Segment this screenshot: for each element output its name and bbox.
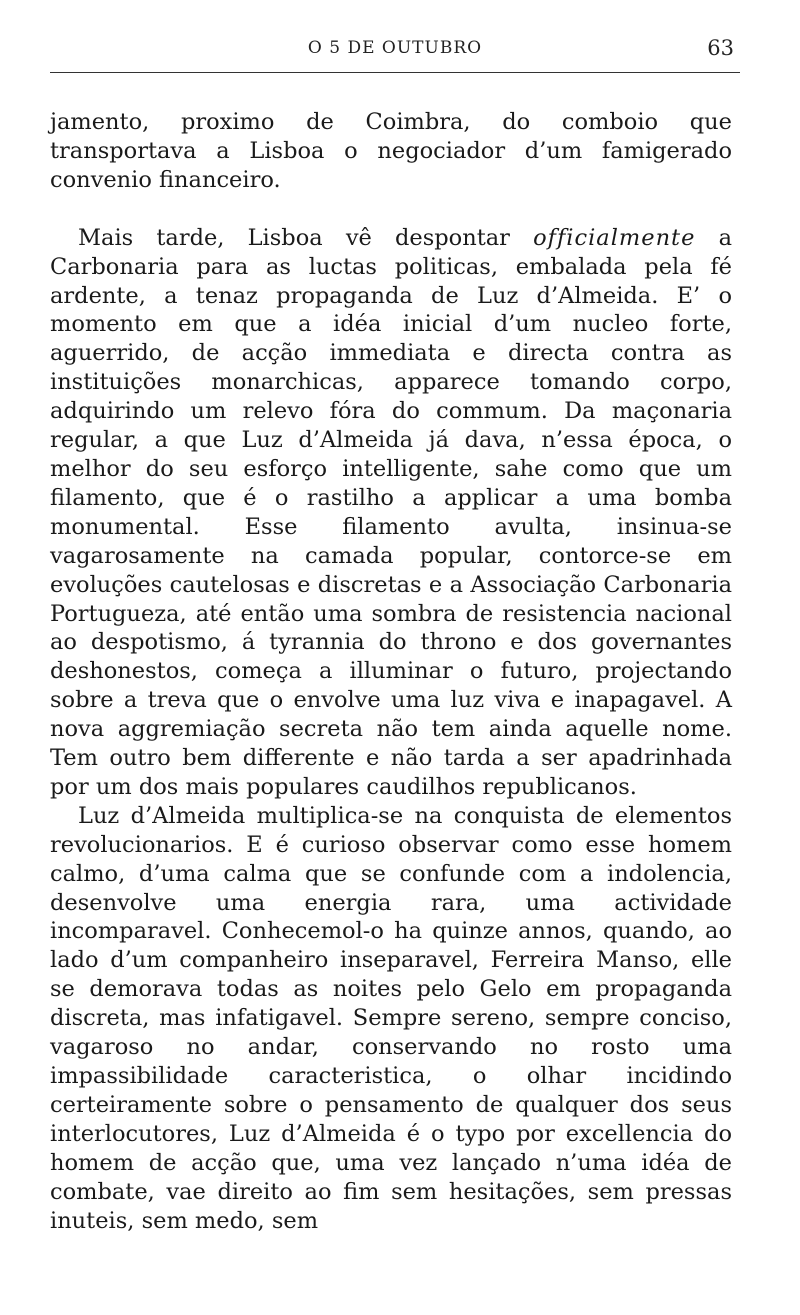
page-header — [50, 38, 740, 68]
paragraph-2-start: Mais tarde, Lisboa vê despontar — [78, 224, 534, 251]
paragraph-1: jamento, proximo de Coimbra, do comboio que transportava a Lisboa o negociador d’um famigerado convenio financeiro. — [50, 109, 732, 193]
paragraph-3: Luz d’Almeida multiplica-se na conquista de elementos revolucionarios. E é curioso observar como esse homem calmo, d’uma calma que se confunde com a indolencia, desenvolve uma energia rara, uma actividade incomparavel. Conhecemol-o ha quinze annos, quando, ao lado d’um companheiro inseparavel, Ferreira Manso, elle se demorava todas as noites pelo Gelo em propaganda discreta, mas infatigavel. Sempre sereno, sempre conciso, vagaroso no andar, conservando no rosto uma impassibilidade caracteristica, o olhar incidindo certeiramente sobre o pensamento de qualquer dos seus interlocutores, Luz d’Almeida é o typo por excellencia do homem de acção que, uma vez lançado n’uma idéa de combate, vae direito ao fim sem hesitações, sem pressas inuteis, sem medo, sem — [50, 802, 732, 1234]
paragraph-2-rest: a Carbonaria para as luctas politicas, embalada pela fé ardente, a tenaz propaganda de Luz d’Almeida. E’ o momento em que a idéa inicial d’um nucleo forte, aguerrido, de acção immediata e directa contra as instituições monarchicas, apparece tomando corpo, adquirindo um relevo fóra do commum. Da maçonaria regular, a que Luz d’Almeida já dava, n’essa época, o melhor do seu esforço intelligente, sahe como que um filamento, que é o rastilho a applicar a uma bomba monumental. Esse filamento avulta, insinua-se vagarosamente na camada popular, contorce-se em evoluções cautelosas e discretas e a Associação Carbonaria Portugueza, até então uma sombra de resistencia nacional ao despotismo, á tyrannia do throno e dos governantes deshonestos, começa a illuminar o futuro, projectando sobre a treva que o envolve uma luz viva e inapagavel. A nova aggremiação secreta não tem ainda aquelle nome. Tem outro bem differente e não tarda a ser apadrinhada por um dos mais populares caudilhos republicanos. — [50, 224, 733, 800]
paragraph-2 — [50, 224, 732, 802]
running-title: O 5 DE OUTUBRO — [307, 38, 483, 58]
page-number: 63 — [707, 36, 734, 60]
emphasis-officialmente: officialmente — [533, 224, 696, 251]
body-text — [50, 108, 732, 1235]
header-rule — [50, 72, 740, 73]
